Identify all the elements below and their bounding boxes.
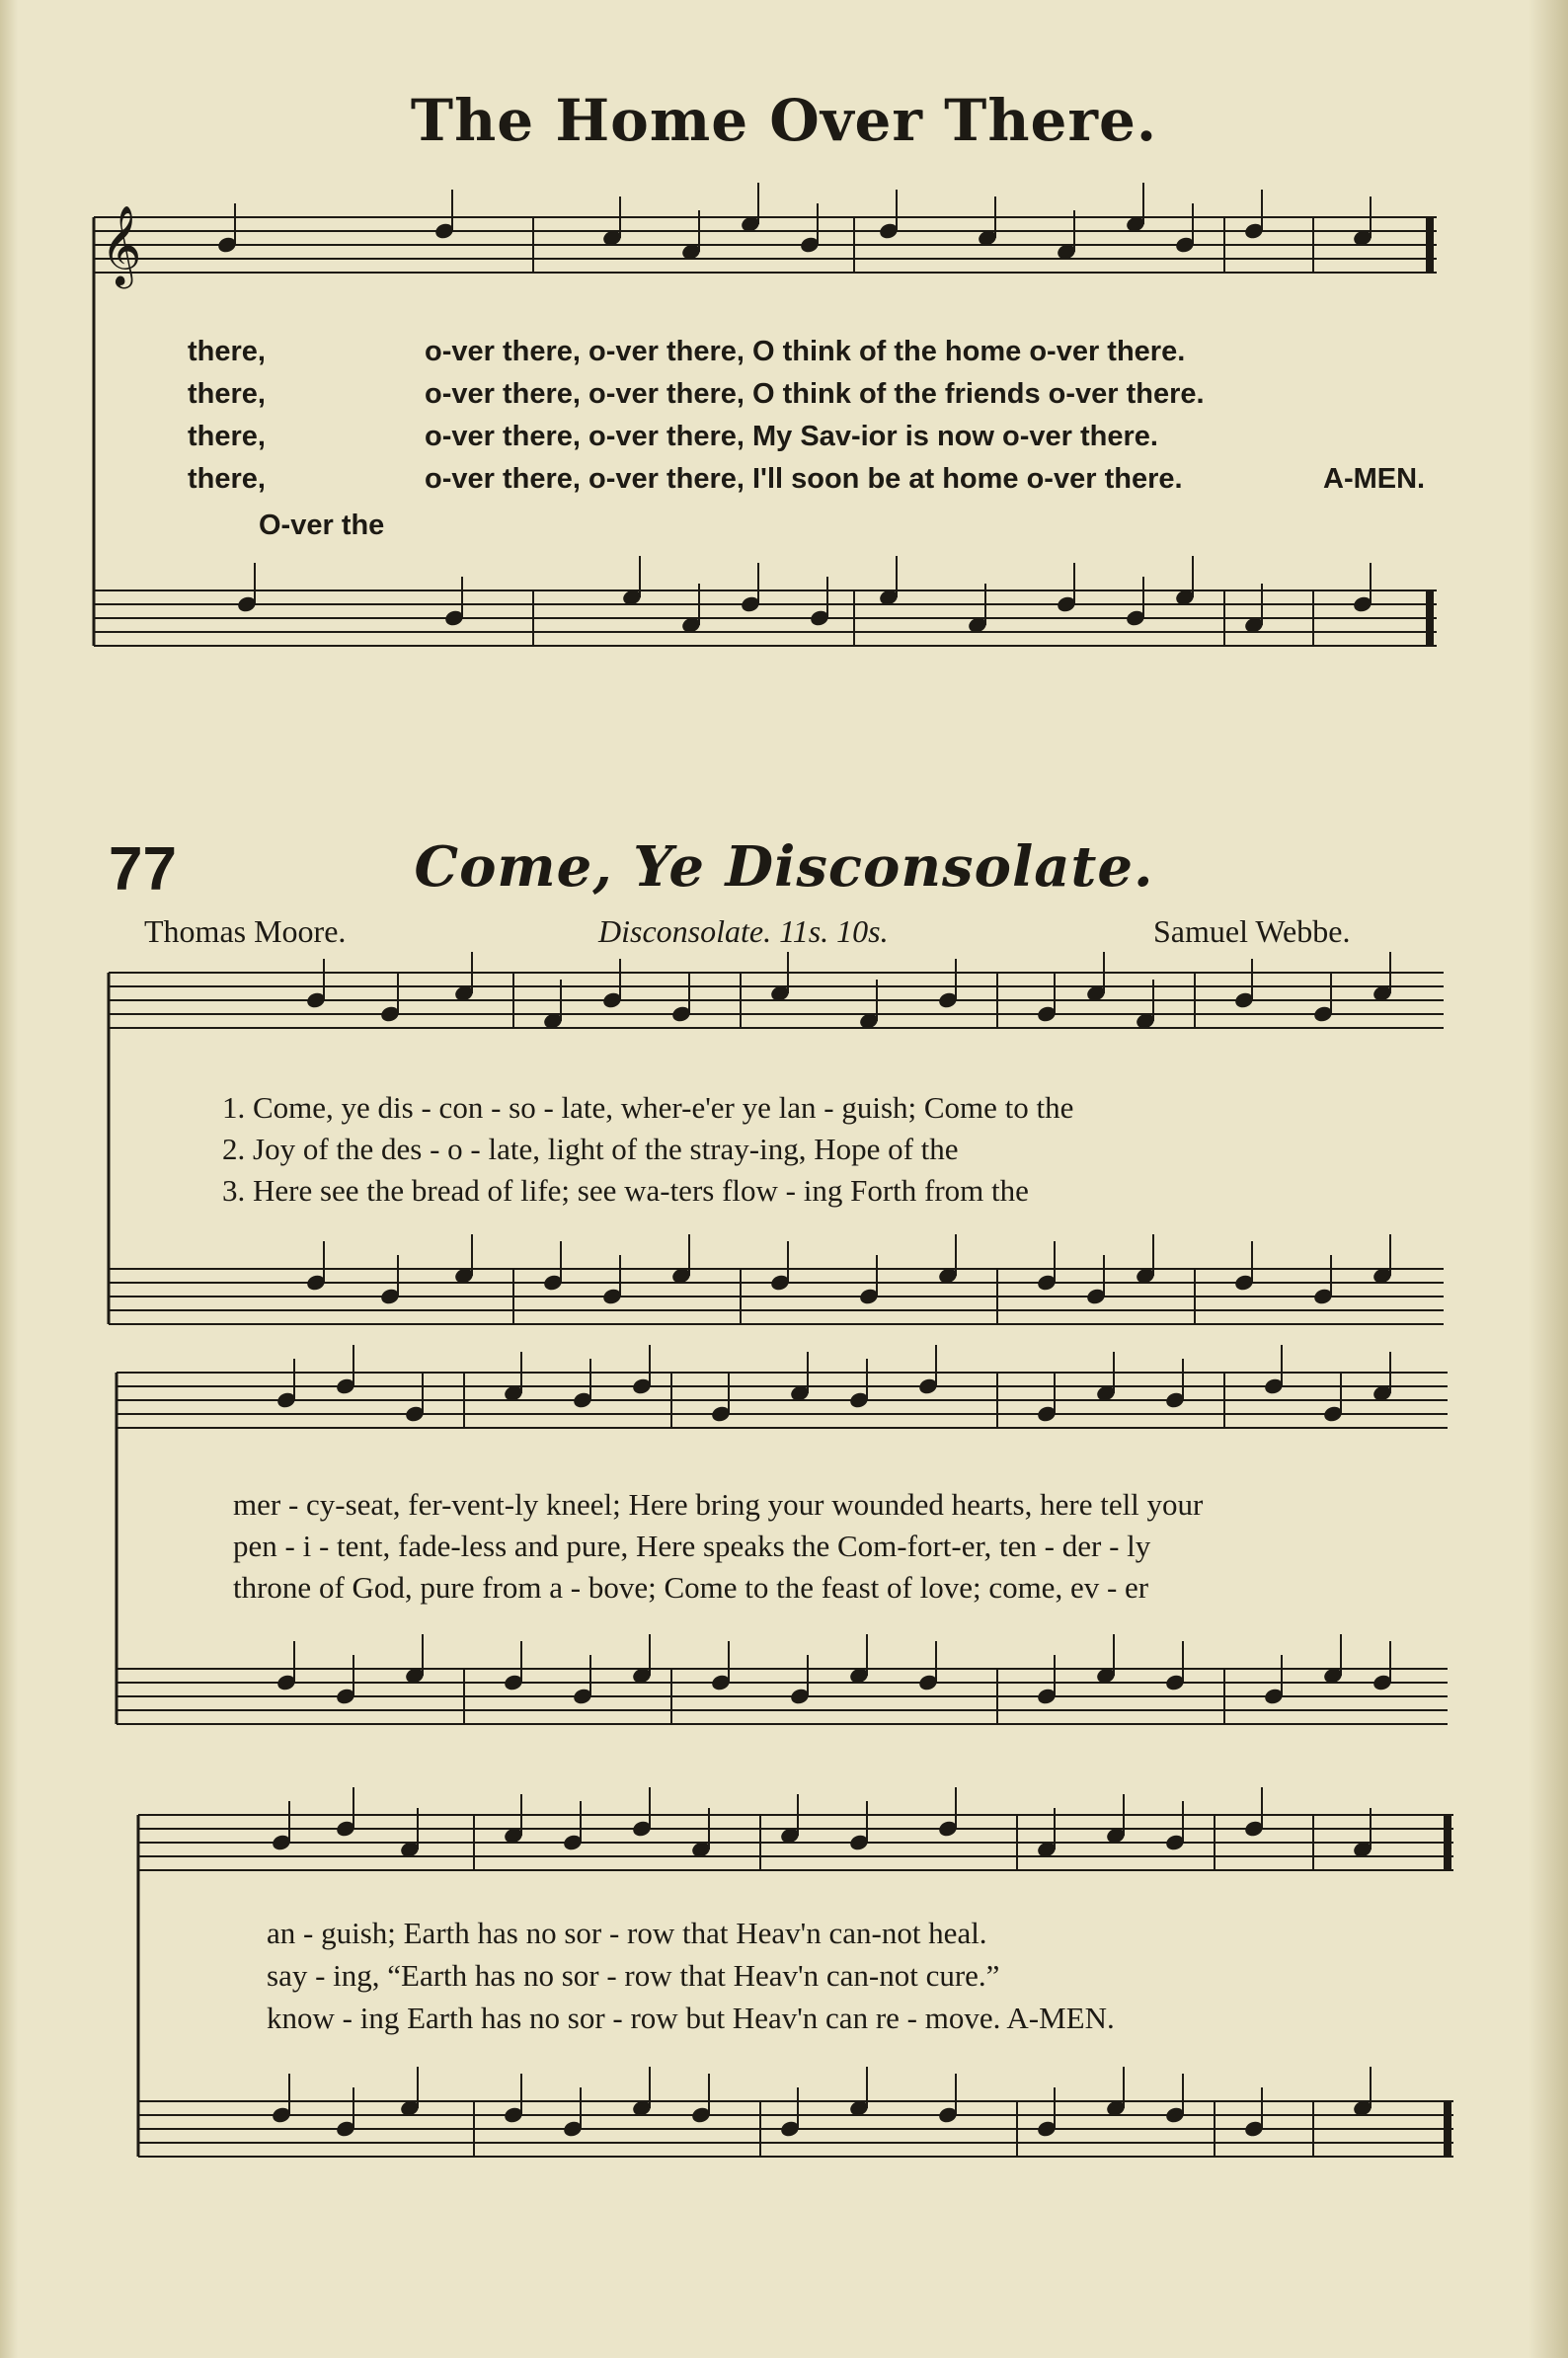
hymn-1-verse-1-start: there, (188, 336, 266, 367)
hymn-1-treble-final-bar (1426, 217, 1434, 273)
hymn-1-verse-2-rest: o-ver there, o-ver there, O think of the friends o-ver there. (425, 378, 1205, 410)
hymn-1-title: The Home Over There. (410, 87, 1158, 154)
hymn-1-amen: A-MEN. (1323, 463, 1426, 495)
hymn-1-verse-2-start: there, (188, 378, 266, 410)
hymn-2-author: Thomas Moore. (144, 913, 347, 949)
hymn-1-verse-3-rest: o-ver there, o-ver there, My Sav-ior is now o-ver there. (425, 421, 1158, 452)
hymn-2-composer: Samuel Webbe. (1153, 913, 1351, 949)
hymn-1-verse-4-rest: o-ver there, o-ver there, I'll soon be at home o-ver there. (425, 463, 1183, 495)
hymn-2-s3-treble-final-bar (1444, 1815, 1451, 1870)
hymn-2-s2-verse-3: throne of God, pure from a - bove; Come to the feast of love; come, ev - er (233, 1570, 1149, 1605)
hymn-1-bass-final-bar (1426, 590, 1434, 646)
𝄞: 𝄞 (101, 204, 142, 285)
hymn-1-verse-4-start: there, (188, 463, 266, 495)
hymn-2-s2-verse-2: pen - i - tent, fade-less and pure, Here speaks the Com-fort-er, ten - der - ly (233, 1529, 1151, 1563)
hymn-2-s3-verse-1: an - guish; Earth has no sor - row that Heav'n can-not heal. (267, 1916, 987, 1950)
hymn-1-verse-1-rest: o-ver there, o-ver there, O think of the home o-ver there. (425, 336, 1186, 367)
hymn-2-s1-verse-2: 2. Joy of the des - o - late, light of the stray-ing, Hope of the (222, 1132, 959, 1166)
hymn-2-s1-verse-3: 3. Here see the bread of life; see wa-ters flow - ing Forth from the (222, 1173, 1029, 1208)
hymn-2-s3-bass-final-bar (1444, 2101, 1451, 2157)
hymn-2-s3-verse-3: know - ing Earth has no sor - row but Heav'n can re - move. A-MEN. (267, 2001, 1115, 2035)
hymn-number: 77 (109, 835, 177, 904)
hymn-1-bass-lyric: O-ver the (259, 510, 385, 541)
hymn-2-tune: Disconsolate. 11s. 10s. (598, 913, 889, 949)
hymn-2-s3-verse-2: say - ing, “Earth has no sor - row that Heav'n can-not cure.” (267, 1958, 1000, 1993)
hymn-2-title: Come, Ye Disconsolate. (414, 834, 1154, 900)
hymn-1-verse-3-start: there, (188, 421, 266, 452)
hymn-2-s2-verse-1: mer - cy-seat, fer-vent-ly kneel; Here bring your wounded hearts, here tell your (233, 1487, 1204, 1522)
hymn-2-s1-verse-1: 1. Come, ye dis - con - so - late, wher-e'er ye lan - guish; Come to the (222, 1090, 1074, 1125)
